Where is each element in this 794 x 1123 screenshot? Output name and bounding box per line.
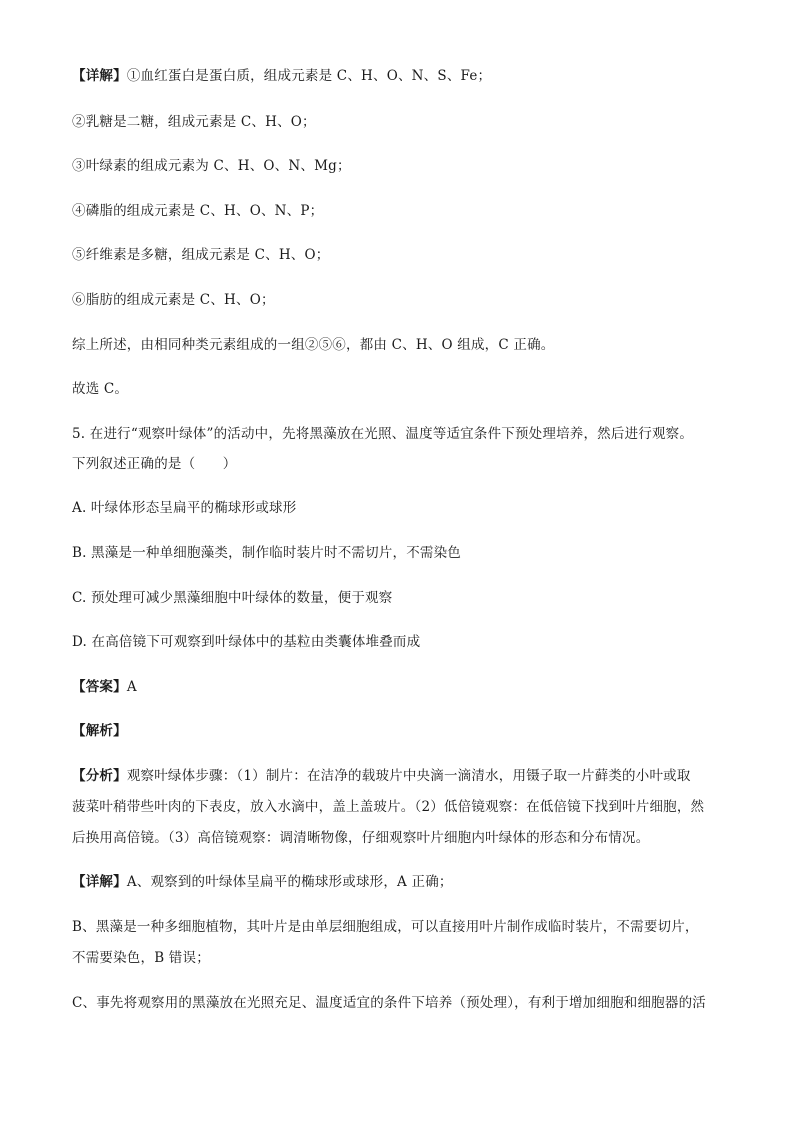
detail-1-first-line — [72, 66, 732, 86]
fenxi-line-3: 后换用高倍镜。（3）高倍镜观察：调清晰物像，仔细观察叶片细胞内叶绿体的形态和分布情况。 — [72, 830, 650, 846]
detail-item-3: ③叶绿素的组成元素为 C、H、O、N、Mg； — [72, 158, 351, 174]
fenxi-label: 【分析】 — [72, 768, 127, 784]
detail-2-a: A、观察到的叶绿体呈扁平的椭球形或球形，A 正确； — [126, 874, 453, 890]
detail-item-5: ⑤纤维素是多糖，组成元素是 C、H、O； — [72, 247, 330, 263]
fenxi-line-1 — [72, 766, 732, 786]
detail-summary: 综上所述，由相同种类元素组成的一组②⑤⑥，都由 C、H、O 组成，C 正确。 — [72, 337, 555, 353]
detail-2-b-line-2: 不需要染色，B 错误； — [72, 950, 210, 966]
option-c: C. 预处理可减少黑藻细胞中叶绿体的数量，便于观察 — [72, 590, 393, 606]
fenxi-line-2: 菠菜叶稍带些叶肉的下表皮，放入水滴中，盖上盖玻片。（2）低倍镜观察：在低倍镜下找到叶片细胞，然 — [72, 799, 705, 815]
detail-item-4: ④磷脂的组成元素是 C、H、O、N、P； — [72, 203, 324, 219]
question-stem-line-1: 5. 在进行“观察叶绿体”的活动中，先将黑藻放在光照、温度等适宜条件下预处理培养，然后进行观察。 — [72, 426, 694, 442]
analysis-label: 【解析】 — [72, 723, 127, 739]
fenxi-text-1: 观察叶绿体步骤：（1）制片：在洁净的载玻片中央滴一滴清水，用镊子取一片藓类的小叶或取 — [126, 768, 691, 784]
detail-choice: 故选 C。 — [72, 381, 129, 397]
detail-2-label: 【详解】 — [72, 874, 127, 890]
detail-item-2: ②乳糖是二糖，组成元素是 C、H、O； — [72, 114, 316, 130]
detail-2-c-line-1: C、事先将观察用的黑藻放在光照充足、温度适宜的条件下培养（预处理），有利于增加细胞和细胞器的活 — [72, 995, 706, 1011]
detail-label: 【详解】 — [72, 68, 127, 84]
detail-2-b-line-1: B、黑藻是一种多细胞植物，其叶片是由单层细胞组成，可以直接用叶片制作成临时装片，不需要切片， — [72, 919, 699, 935]
detail-2-line-a — [72, 872, 732, 892]
answer-label: 【答案】 — [72, 679, 127, 695]
question-stem-line-2: 下列叙述正确的是（ ） — [72, 456, 237, 472]
option-b: B. 黑藻是一种单细胞藻类，制作临时装片时不需切片，不需染色 — [72, 545, 462, 561]
option-d: D. 在高倍镜下可观察到叶绿体中的基粒由类囊体堆叠而成 — [72, 634, 421, 650]
analysis-heading — [72, 721, 732, 741]
answer-value: A — [126, 679, 137, 695]
detail-item-1: ①血红蛋白是蛋白质，组成元素是 C、H、O、N、S、Fe； — [126, 68, 492, 84]
detail-item-6: ⑥脂肪的组成元素是 C、H、O； — [72, 292, 275, 308]
option-a: A. 叶绿体形态呈扁平的椭球形或球形 — [72, 500, 297, 516]
answer-line — [72, 677, 732, 697]
